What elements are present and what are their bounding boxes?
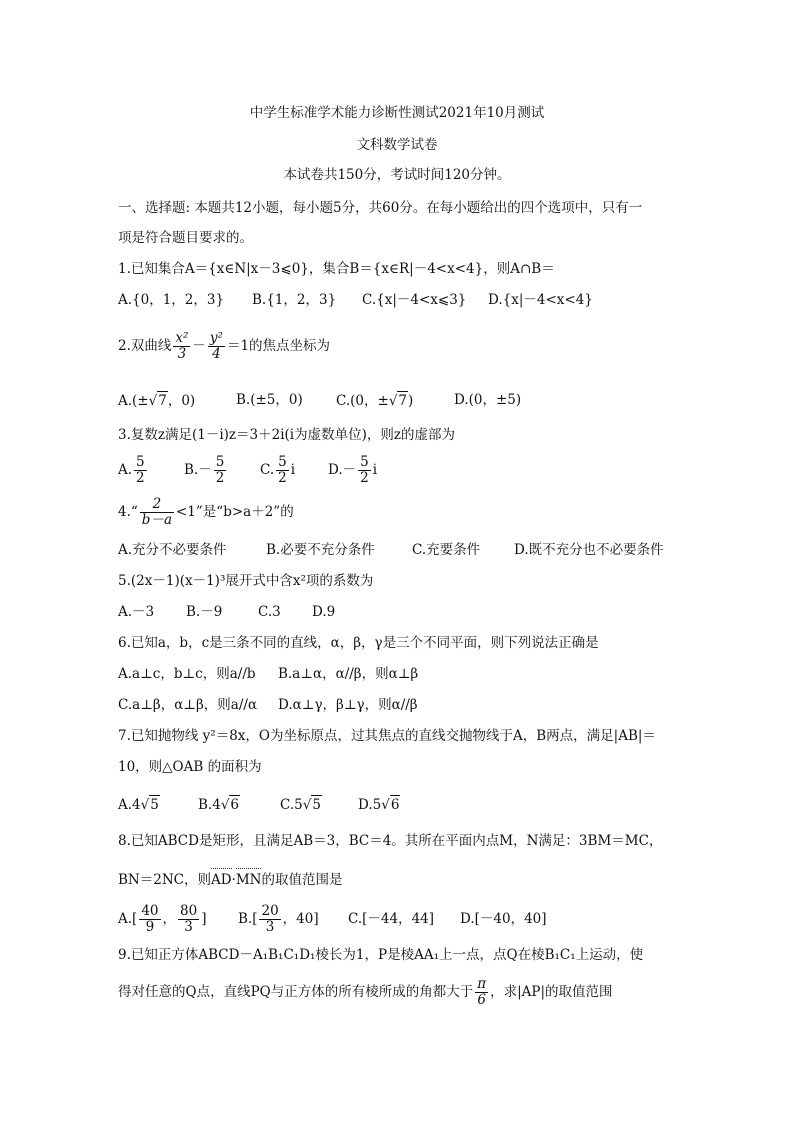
q4-option-a: A.充分不必要条件	[118, 542, 227, 558]
q3-option-c	[260, 452, 295, 488]
section-intro-line2: 项是符合题目要求的。	[118, 230, 253, 246]
q7-option-c	[280, 795, 322, 814]
exam-subject: 文科数学试卷	[356, 137, 438, 153]
q6-option-a: A.a⊥c，b⊥c，则a//b	[118, 666, 256, 682]
q3-option-d-label: D.－	[328, 462, 357, 478]
q3-option-a-fraction	[134, 455, 147, 486]
q7-option-c-pre: C.5	[280, 797, 303, 813]
q2-option-a	[118, 391, 195, 410]
q3-option-c-label: C.	[260, 462, 275, 478]
q3-option-a	[118, 452, 149, 488]
q2-frac1-den: 3	[177, 346, 187, 362]
q8-option-b-pre: B.[	[238, 911, 258, 927]
q8-line2-post: 的取值范围是	[261, 872, 343, 888]
q6-stem: 6.已知a，b，c是三条不同的直线，α，β，γ是三个不同平面，则下列说法正确是	[118, 635, 599, 651]
sqrt-symbol: √7	[148, 393, 167, 409]
q3-option-d	[328, 452, 377, 488]
q5-stem: 5.(2x－1)(x－1)³展开式中含x²项的系数为	[118, 573, 374, 589]
q8-dot: ·	[231, 872, 236, 888]
q3-stem: 3.复数z满足(1－i)z＝3＋2i(i为虚数单位)，则z的虚部为	[118, 427, 456, 443]
q3-option-a-den: 2	[136, 470, 145, 486]
q2-option-c-pre: C.(0，±	[336, 393, 389, 409]
q8-option-b-d: 3	[265, 919, 275, 935]
q9-line1: 9.已知正方体ABCD－A₁B₁C₁D₁棱长为1，P是棱AA₁上一点，点Q在棱B₁C₁上运动，使	[118, 947, 644, 963]
q8-option-a-n2: 80	[180, 903, 198, 919]
q6-option-b: B.a⊥α，α//β，则α⊥β	[278, 666, 419, 682]
q2-frac1-num: x²	[175, 330, 189, 346]
q3-option-d-fraction	[358, 455, 371, 486]
q8-line1: 8.已知ABCD是矩形，且满足AB＝3，BC＝4。其所在平面内点M，N满足：3BM＝MC，	[118, 833, 663, 849]
sqrt-symbol: √5	[302, 797, 321, 813]
q3-option-d-num: 5	[360, 454, 369, 470]
q4-suffix: <1”是“b>a＋2”的	[176, 504, 294, 520]
q7-option-d-radicand: 6	[390, 797, 400, 813]
q3-option-c-den: 2	[278, 470, 287, 486]
q8-line2-pre: BN＝2NC，则	[118, 872, 211, 888]
q7-option-d	[358, 795, 400, 814]
section-intro-line1: 一、选择题: 本题共12小题，每小题5分，共60分。在每小题给出的四个选项中，只有一	[118, 200, 643, 216]
q2-option-a-radicand: 7	[158, 393, 167, 409]
q3-option-b	[184, 452, 228, 488]
q1-option-d: D.{x|－4<x<4}	[488, 292, 593, 308]
q8-vector-mn: MN	[236, 868, 262, 889]
q9-line2-pre: 得对任意的Q点，直线PQ与正方体的所有棱所成的角都大于	[118, 984, 474, 1000]
q1-option-a: A.{0，1，2，3}	[118, 292, 225, 308]
q7-option-a-pre: A.4	[118, 797, 141, 813]
q2-prefix: 2.双曲线	[118, 338, 172, 354]
q7-option-c-radicand: 5	[312, 797, 321, 813]
q8-option-a-d1: 9	[145, 919, 155, 935]
sqrt-symbol: √6	[381, 797, 400, 813]
q9-fraction	[475, 977, 488, 1008]
q4-fraction	[140, 497, 174, 528]
q3-option-b-num: 5	[215, 454, 225, 470]
q4-stem	[118, 494, 294, 530]
q1-option-c: C.{x|－4<x⩽3}	[362, 292, 467, 308]
q8-option-a-frac2	[178, 904, 199, 935]
q5-option-c: C.3	[258, 604, 281, 620]
q3-option-d-i: i	[372, 462, 378, 478]
q3-option-b-label: B.－	[184, 462, 212, 478]
exam-info: 本试卷共150分，考试时间120分钟。	[283, 167, 511, 183]
q8-option-a-sep: ，	[162, 911, 176, 927]
q4-option-b: B.必要不充分条件	[266, 542, 375, 558]
q3-option-b-den: 2	[215, 470, 225, 486]
q2-frac2-den: 4	[212, 346, 221, 362]
q4-num: 2	[140, 497, 174, 513]
q2-option-b: B.(±5，0)	[236, 392, 303, 408]
q7-line2: 10，则△OAB 的面积为	[118, 759, 262, 775]
q8-option-b-n: 20	[261, 903, 279, 919]
q2-fraction-y	[208, 331, 225, 362]
q8-option-b-frac	[259, 904, 280, 935]
q7-option-d-pre: D.5	[358, 797, 382, 813]
q3-option-b-fraction	[214, 455, 227, 486]
q8-vector-ad: AD	[211, 868, 232, 889]
q6-option-d: D.α⊥γ，β⊥γ，则α//β	[278, 697, 418, 713]
q9-line2-post: ，求|AP|的取值范围	[490, 984, 613, 1000]
q7-option-b-radicand: 6	[230, 797, 240, 813]
sqrt-symbol: √7	[388, 393, 408, 409]
q5-option-b: B.－9	[186, 604, 223, 620]
q7-option-b	[198, 795, 240, 814]
q8-option-b	[238, 901, 319, 937]
q2-fraction-x	[173, 331, 190, 362]
q7-option-a	[118, 795, 160, 814]
q8-option-a	[118, 901, 206, 937]
q1-stem: 1.已知集合A＝{x∈N|x－3⩽0}，集合B＝{x∈R|－4<x<4}，则A∩B＝	[118, 261, 555, 277]
q2-suffix: ＝1的焦点坐标为	[226, 338, 331, 354]
q3-option-c-num: 5	[278, 454, 287, 470]
q2-option-d: D.(0，±5)	[454, 392, 522, 408]
q4-option-d: D.既不充分也不必要条件	[514, 542, 664, 558]
q3-option-a-num: 5	[136, 454, 145, 470]
q3-option-c-fraction	[276, 455, 289, 486]
q4-option-c: C.充要条件	[412, 542, 481, 558]
q9-pi: π	[477, 976, 487, 992]
q8-option-b-post: ，40]	[282, 911, 319, 927]
q8-line2	[118, 868, 342, 889]
q4-den: b－a	[141, 512, 172, 528]
q4-prefix: 4.“	[118, 504, 138, 520]
q3-option-a-label: A.	[118, 462, 133, 478]
q7-option-b-pre: B.4	[198, 797, 221, 813]
exam-title: 中学生标准学术能力诊断性测试2021年10月测试	[249, 105, 545, 121]
q2-stem	[118, 328, 330, 364]
q2-option-c-radicand: 7	[398, 393, 408, 409]
q6-option-c: C.a⊥β，α⊥β，则a//α	[118, 697, 258, 713]
sqrt-symbol: √6	[220, 797, 240, 813]
q3-option-d-den: 2	[360, 470, 369, 486]
q2-frac2-num: y²	[209, 330, 223, 346]
q5-option-d: D.9	[312, 604, 336, 620]
q8-option-a-post: ]	[201, 911, 207, 927]
q2-minus: －	[192, 338, 206, 354]
q8-option-a-n1: 40	[141, 903, 159, 919]
q7-line1: 7.已知抛物线 y²＝8x，O为坐标原点，过其焦点的直线交抛物线于A，B两点，满足|AB|＝	[118, 728, 656, 744]
q8-option-a-frac1	[139, 904, 160, 935]
q1-option-b: B.{1，2，3}	[252, 292, 337, 308]
sqrt-symbol: √5	[140, 797, 159, 813]
q2-option-a-pre: A.(±	[118, 393, 149, 409]
q7-option-a-radicand: 5	[150, 797, 159, 813]
q8-option-a-d2: 3	[184, 919, 193, 935]
q2-option-c-post: )	[408, 393, 414, 409]
q9-line2	[118, 974, 613, 1010]
q9-den: 6	[477, 992, 486, 1008]
q2-option-a-post: ，0)	[167, 393, 196, 409]
q8-option-d: D.[－40，40]	[460, 911, 547, 927]
q8-option-c: C.[－44，44]	[348, 911, 435, 927]
q8-option-a-pre: A.[	[118, 911, 138, 927]
q5-option-a: A.－3	[118, 604, 155, 620]
q2-option-c	[336, 391, 413, 410]
q3-option-c-i: i	[290, 462, 296, 478]
